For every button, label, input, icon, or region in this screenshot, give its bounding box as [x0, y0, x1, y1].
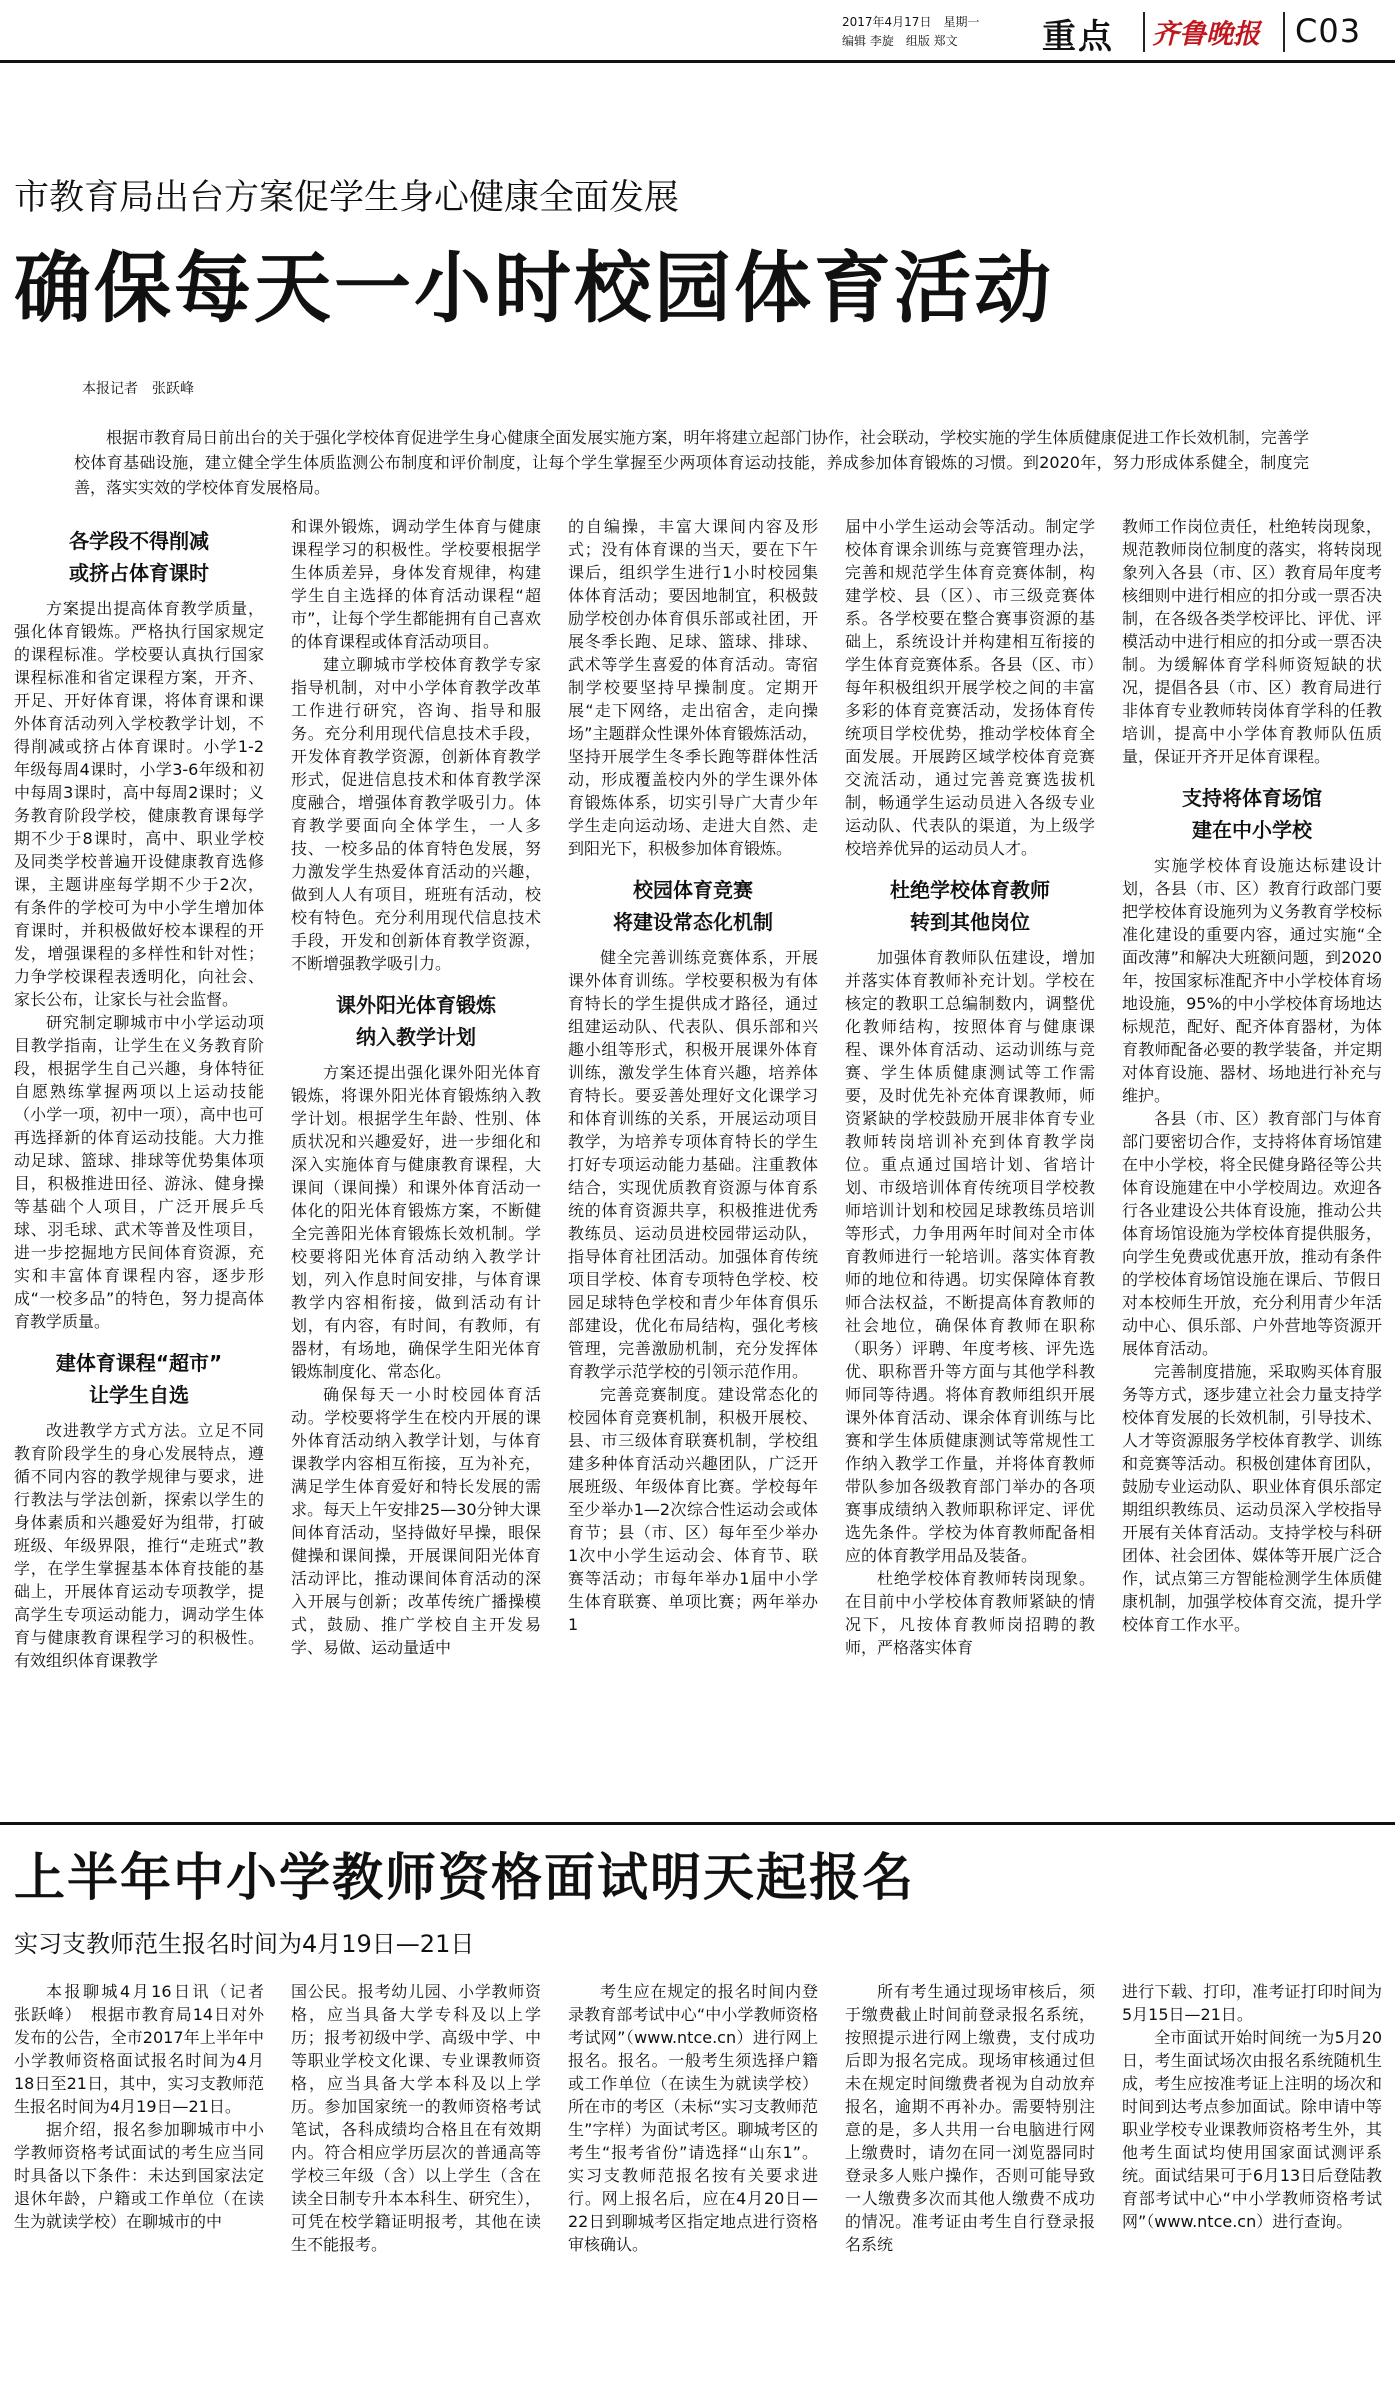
paragraph: 考生应在规定的报名时间内登录教育部考试中心“中小学教师资格考试网”（www.ntce.cn）进行网上报名。报名。一般考生须选择户籍或工作单位（在读生为就读学校）所在市的考区（未标“实习支教师范生”字样）为面试考区。聊城考区的考生“报考省份”请选择“山东1”。实习支教师范报名按有关要求进行。网上报名后，应在4月20日—22日到聊城考区指定地点进行资格审核确认。	[568, 1982, 818, 2254]
paragraph: 加强体育教师队伍建设，增加并落实体育教师补充计划。学校在核定的教职工总编制数内，调整优化教师结构，按照体育与健康课程、课外体育活动、运动训练与竞赛、学生体质健康测试等工作需要，及时优先补充体育课教师，师资紧缺的学校鼓励开展非体育专业教师转岗培训补充到体育教学岗位。重点通过国培计划、省培计划、市级培训体育传统项目学校教师培训计划和校园足球教练员培训等形式，力争用两年时间对全市体育教师进行一轮培训。落实体育教师的地位和待遇。切实保障体育教师合法权益，不断提高体育教师的社会地位，确保体育教师在职称（职务）评聘、年度考核、评先选优、职称晋升等方面与其他学科教师同等待遇。将体育教师组织开展课外体育活动、课余体育训练与比赛和学生体质健康测试等常规性工作纳入教学工作量，并将体育教师带队参加各级教育部门举办的各项赛事成绩纳入教师职称评定、评优选先条件。学校为体育教师配备相应的体育教学用品及装备。	[845, 948, 1095, 1565]
paragraph: 完善竞赛制度。建设常态化的校园体育竞赛机制，积极开展校、县、市三级体育联赛机制，学校组建多种体育活动兴趣团队，广泛开展班级、年级体育比赛。学校每年至少举办1—2次综合性运动会或体育节；县（市、区）每年至少举办1次中小学生运动会、体育节、联赛等活动；市每年举办1届中小学生体育联赛、单项比赛；两年举办1	[568, 1385, 818, 1634]
page-header	[0, 0, 1395, 60]
article1-column-1	[14, 525, 264, 1672]
paragraph: 方案还提出强化课外阳光体育锻炼，将课外阳光体育锻炼纳入教学计划。根据学生年龄、性别、体质状况和兴趣爱好，进一步细化和深入实施体育与健康教育课程，大课间（课间操）和课外体育活动一体化的阳光体育锻炼方案，不断健全完善阳光体育锻炼长效机制。学校要将阳光体育活动纳入教学计划，列入作息时间安排，与体育课教学内容相衔接，做到活动有计划，有内容，有时间，有教师，有器材，有场地，确保学生阳光体育锻炼制度化、常态化。	[291, 1063, 541, 1381]
editor-line: 编辑 李旋 组版 郑文	[842, 34, 958, 48]
article1-column-5	[1122, 515, 1382, 1636]
article2-subhead: 实习支教师范生报名时间为4月19日—21日	[14, 1930, 475, 1958]
article1-column-3	[568, 515, 818, 1636]
article2-column-3	[568, 1980, 818, 2256]
article2-column-4	[845, 1980, 1095, 2256]
section-heading: 课外阳光体育锻炼 纳入教学计划	[336, 993, 496, 1049]
section-heading: 杜绝学校体育教师 转到其他岗位	[890, 878, 1050, 934]
paragraph: 改进教学方式方法。立足不同教育阶段学生的身心发展特点，遵循不同内容的教学规律与要求，进行教法与学法创新，探索以学生的身体素质和兴趣爱好为组带，打破班级、年级界限，推行“走班式”教学，在学生掌握基本体育技能的基础上，开展体育运动专项教学，提高学生专项运动能力，调动学生体育与健康教育课程学习的积极性。有效组织体育课教学	[14, 1421, 264, 1670]
article1-subhead: 市教育局出台方案促学生身心健康全面发展	[14, 178, 680, 218]
paragraph: 方案提出提高体育教学质量，强化体育锻炼。严格执行国家规定的课程标准。学校要认真执行国家课程标准和省定课程方案，开齐、开足、开好体育课，将体育课和课外体育活动列入学校教学计划，不得削减或挤占体育课时。小学1-2年级每周4课时，小学3-6年级和初中每周3课时，高中每周2课时；义务教育阶段学校，健康教育课每学期不少于8课时，高中、职业学校及同类学校普遍开设健康教育选修课，主题讲座每学期不少于2次，有条件的学校可为中小学生增加体育课时，并积极做好校本课程的开发，增强课程的多样性和针对性；力争学校课程表透明化，向社会、家长公布，让家长与社会监督。	[14, 599, 264, 1009]
article1-lead: 根据市教育局日前出台的关于强化学校体育促进学生身心健康全面发展实施方案，明年将建立起部门协作，社会联动，学校实施的学生体质健康促进工作长效机制，完善学校体育基础设施，建立健全学生体质监测公布制度和评价制度，让每个学生掌握至少两项体育运动技能，养成参加体育锻炼的习惯。到2020年，努力形成体系健全，制度完善，落实实效的学校体育发展格局。	[74, 428, 1309, 497]
paragraph: 届中小学生运动会等活动。制定学校体育课余训练与竞赛管理办法，完善和规范学生体育竞赛体制，构建学校、县（区）、市三级竞赛体系。各学校要在整合赛事资源的基础上，系统设计并构建相互衔接的学生体育竞赛体系。各县（区、市）每年积极组织开展学校之间的丰富多彩的体育竞赛活动，发扬体育传统项目学校优势，推动学校体育全面发展。开展跨区域学校体育竞赛交流活动，通过完善竞赛选拔机制，畅通学生运动员进入各级专业运动队、代表队的渠道，为上级学校培养优异的运动员人才。	[845, 517, 1095, 858]
article1-headline: 确保每天一小时校园体育活动	[14, 245, 1054, 334]
paragraph: 实施学校体育设施达标建设计划，各县（市、区）教育行政部门要把学校体育设施列为义务教育学校标准化建设的重要内容，通过实施“全面改薄”和解决大班额问题，到2020年，按国家标准配齐中小学校体育场地设施，95%的中小学校体育场地达标规范，配好、配齐体育器材，为体育教师配备必要的教学装备，并定期对体育设施、器材、场地进行补充与维护。	[1122, 856, 1382, 1105]
section-heading: 校园体育竞赛 将建设常态化机制	[613, 878, 773, 934]
article2-headline: 上半年中小学教师资格面试明天起报名	[14, 1849, 916, 1908]
paragraph: 全市面试开始时间统一为5月20日，考生面试场次由报名系统随机生成，考生应按准考证上注明的场次和时间到达考点参加面试。除申请中等职业学校专业课教师资格考生外，其他考生面试均使用国家面试测评系统。面试结果可于6月13日后登陆教育部考试中心“中小学教师资格考试网”（www.ntce.cn）进行查询。	[1122, 2028, 1382, 2231]
article1-column-4	[845, 515, 1095, 1659]
newspaper-logo: 齐鲁晚报	[1152, 19, 1260, 50]
paragraph: 本报聊城4月16日讯（记者 张跃峰） 根据市教育局14日对外发布的公告，全市2017年上半年中小学教师资格面试报名时间为4月18日至21日，其中，实习支教师范生报名时间为4月19日—21日。	[14, 1982, 281, 2116]
paragraph: 建立聊城市学校体育教学专家指导机制，对中小学体育教学改革工作进行研究，咨询、指导和服务。充分利用现代信息技术手段，开发体育教学资源，创新体育教学形式，促进信息技术和体育教学深度融合，增强体育教学吸引力。体育教学要面向全体学生，一人多技、一校多品的体育特色发展，努力激发学生热爱体育活动的兴趣，做到人人有项目，班班有活动，校校有特色。充分利用现代信息技术手段，开发和创新体育教学资源，不断增强教学吸引力。	[291, 655, 541, 973]
paragraph: 的自编操，丰富大课间内容及形式；没有体育课的当天，要在下午课后，组织学生进行1小时校园集体体育活动；要因地制宜，积极鼓励学校创办体育俱乐部或社团，开展冬季长跑、足球、篮球、排球、武术等学生喜爱的体育活动。寄宿制学校要坚持早操制度。定期开展“走下网络，走出宿舍，走向操场”主题群众性课外体育锻炼活动，坚持开展学生冬季长跑等群体性活动，形成覆盖校内外的学生课外体育锻炼体系，切实引导广大青少年学生走向运动场、走进大自然、走到阳光下，积极参加体育锻炼。	[568, 517, 818, 858]
section-heading: 支持将体育场馆 建在中小学校	[1182, 786, 1322, 842]
paragraph: 完善制度措施，采取购买体育服务等方式，逐步建立社会力量支持学校体育发展的长效机制，引导技术、人才等资源服务学校体育教学、训练和竞赛等活动。积极创建体育团队，鼓励专业运动队、职业体育俱乐部定期组织教练员、运动员深入学校指导开展有关体育活动。支持学校与科研团体、社会团体、媒体等开展广泛合作，试点第三方智能检测学生体质健康机制，加强学校体育交流，提升学校体育工作水平。	[1122, 1362, 1382, 1634]
paragraph: 教师工作岗位责任，杜绝转岗现象，规范教师岗位制度的落实，将转岗现象列入各县（市、区）教育局年度考核细则中进行相应的扣分或一票否决制，在各级各类学校评比、评优、评模活动中进行相应的扣分或一票否决制。为缓解体育学科师资短缺的状况，提倡各县（市、区）教育局进行非体育专业教师转岗体育学科的任教培训，提高中小学体育教师队伍质量，保证开齐开足体育课程。	[1122, 517, 1382, 766]
paragraph: 国公民。报考幼儿园、小学教师资格，应当具备大学专科及以上学历；报考初级中学、高级中学、中等职业学校文化课、专业课教师资格，应当具备大学本科及以上学历。参加国家统一的教师资格考试笔试，各科成绩均合格且在有效期内。符合相应学历层次的普通高等学校三年级（含）以上学生（含在读全日制专升本本科生、研究生），可凭在校学籍证明报考，其他在读生不能报考。	[291, 1982, 541, 2254]
paragraph: 所有考生通过现场审核后，须于缴费截止时间前登录报名系统，按照提示进行网上缴费，支付成功后即为报名完成。现场审核通过但未在规定时间缴费者视为自动放弃报名，逾期不再补办。需要特别注意的是，多人共用一台电脑进行网上缴费时，请勿在同一浏览器同时登录多人账户操作，否则可能导致一人缴费多次而其他人缴费不成功的情况。准考证由考生自行登录报名系统	[845, 1982, 1095, 2254]
paragraph: 杜绝学校体育教师转岗现象。在目前中小学校体育教师紧缺的情况下，凡按体育教师岗招聘的教师，严格落实体育	[845, 1569, 1095, 1657]
article2-column-1	[14, 1980, 281, 2233]
article2-column-2	[291, 1980, 541, 2256]
paragraph: 研究制定聊城市中小学运动项目教学指南，让学生在义务教育阶段，根据学生自己兴趣，身体特征自愿熟练掌握两项以上运动技能（小学一项，初中一项），高中也可再选择新的体育运动技能。大力推动足球、篮球、排球等优势集体项目，积极推进田径、游泳、健身操等基础个人项目，广泛开展乒乓球、羽毛球、武术等普及性项目，进一步挖掘地方民间体育资源，充实和丰富体育课程内容，逐步形成“一校多品”的特色，努力提高体育教学质量。	[14, 1013, 264, 1331]
page-number: C03	[1295, 12, 1362, 50]
paragraph: 据介绍，报名参加聊城市中小学教师资格考试面试的考生应当同时具备以下条件：未达到国家法定退休年龄，户籍或工作单位（在读生为就读学校）在聊城市的中	[14, 2120, 264, 2231]
article2-column-5	[1122, 1980, 1382, 2233]
section-heading: 各学段不得削减 或挤占体育课时	[69, 529, 209, 585]
section-title: 重点	[1042, 17, 1114, 57]
article1-byline: 本报记者 张跃峰	[82, 381, 194, 397]
paragraph: 各县（市、区）教育部门与体育部门要密切合作，支持将体育场馆建在中小学校，将全民健身路径等公共体育设施建在中小学校周边。欢迎各行各业建设公共体育设施，推动公共体育场馆设施为学校体育提供服务，向学生免费或优惠开放，推动有条件的学校体育场馆设施在课后、节假日对本校师生开放，充分利用青少年活动中心、俱乐部、户外营地等资源开展体育活动。	[1122, 1109, 1382, 1358]
paragraph: 确保每天一小时校园体育活动。学校要将学生在校内开展的课外体育活动纳入教学计划，与体育课教学内容相互衔接，互为补充，满足学生体育爱好和特长发展的需求。每天上午安排25—30分钟大课间体育活动，坚持做好早操，眼保健操和课间操，开展课间阳光体育活动评比，推动课间体育活动的深入开展与创新；改革传统广播操模式，鼓励、推广学校自主开发易学、易做、运动量适中	[291, 1385, 541, 1657]
issue-date: 2017年4月17日 星期一	[842, 15, 980, 29]
article1-column-2	[291, 515, 541, 1659]
header-divider	[1283, 12, 1285, 52]
section-heading: 建体育课程“超市” 让学生自选	[55, 1351, 223, 1407]
paragraph: 进行下载、打印，准考证打印时间为5月15日—21日。	[1122, 1982, 1382, 2024]
header-rule	[0, 60, 1395, 63]
header-divider	[1143, 12, 1145, 52]
paragraph: 健全完善训练竞赛体系，开展课外体育训练。学校要积极为有体育特长的学生提供成才路径，通过组建运动队、代表队、俱乐部和兴趣小组等形式，积极开展课外体育训练，激发学生体育兴趣，培养体育特长。要妥善处理好文化课学习和体育训练的关系，开展运动项目教学，为培养专项体育特长的学生打好专项运动能力基础。注重教体结合，实现优质教育资源与体育系统的体育资源共享，积极推进优秀教练员、运动员进校园带运动队，指导体育社团活动。加强体育传统项目学校、体育专项特色学校、校园足球特色学校和青少年体育俱乐部建设，优化布局结构，强化考核管理，完善激励机制，充分发挥体育教学示范学校的引领示范作用。	[568, 948, 818, 1381]
article-divider	[0, 1822, 1395, 1825]
paragraph: 和课外锻炼，调动学生体育与健康课程学习的积极性。学校要根据学生体质差异，身体发育规律，构建学生自主选择的体育活动课程“超市”，让每个学生都能拥有自己喜欢的体育课程或体育活动项目。	[291, 517, 541, 651]
